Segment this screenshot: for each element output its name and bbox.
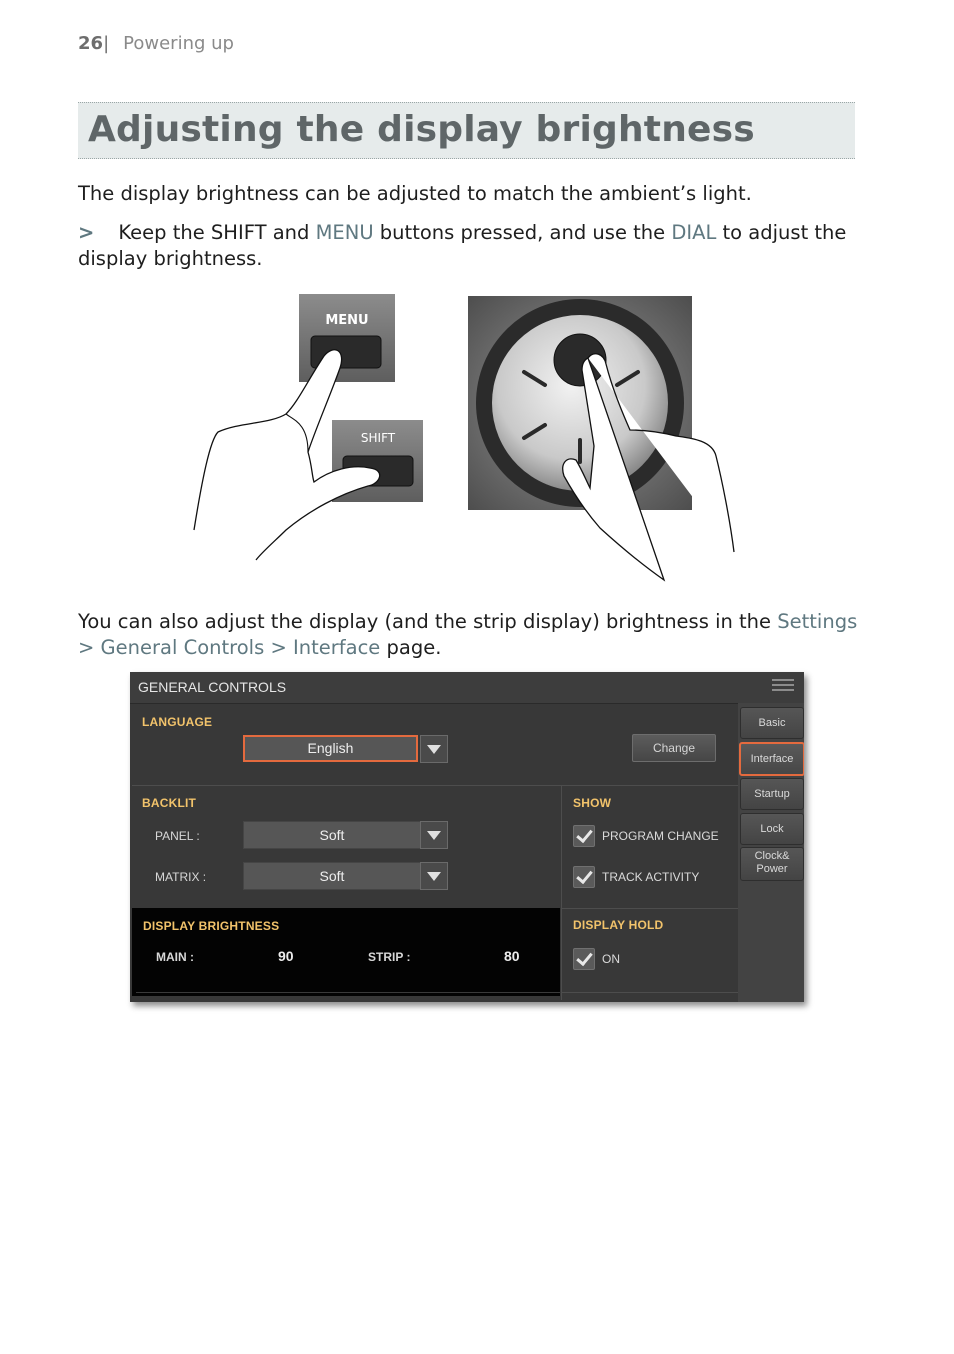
display-hold-checkbox[interactable] xyxy=(573,948,595,970)
divider xyxy=(132,785,738,786)
panel-backlit-label: PANEL : xyxy=(155,829,200,843)
also-text: page. xyxy=(380,636,442,659)
program-change-label: PROGRAM CHANGE xyxy=(602,829,719,843)
divider xyxy=(562,908,738,909)
vertical-divider xyxy=(561,786,562,1000)
tab-interface[interactable]: Interface xyxy=(739,742,804,776)
panel-menu-icon[interactable] xyxy=(772,679,794,695)
track-activity-checkbox[interactable] xyxy=(573,866,595,888)
language-dropdown-arrow-icon[interactable] xyxy=(420,735,448,763)
tab-clock-power[interactable] xyxy=(740,847,804,881)
panel-backlit-dropdown[interactable]: Soft xyxy=(243,821,421,849)
page-title: Adjusting the display brightness xyxy=(88,109,755,150)
matrix-backlit-label: MATRIX : xyxy=(155,870,207,884)
instruction-step xyxy=(78,220,868,272)
tab-startup[interactable]: Startup xyxy=(740,778,804,810)
title-box xyxy=(78,102,855,159)
main-brightness-value[interactable]: 90 xyxy=(278,948,294,964)
display-brightness-box xyxy=(132,908,560,996)
shift-button-label: SHIFT xyxy=(360,431,396,445)
step-text: to adjust the display brightness. xyxy=(78,221,847,270)
show-label: SHOW xyxy=(573,796,612,810)
tab-basic[interactable]: Basic xyxy=(740,707,804,739)
also-paragraph xyxy=(78,609,868,661)
dial-term: DIAL xyxy=(671,221,717,244)
strip-brightness-value[interactable]: 80 xyxy=(504,948,520,964)
tab-power-label: Power xyxy=(756,863,788,875)
page-header xyxy=(78,33,234,54)
panel-titlebar xyxy=(130,672,804,704)
main-brightness-label: MAIN : xyxy=(156,950,194,964)
language-dropdown[interactable]: English xyxy=(243,735,418,762)
intro-paragraph: The display brightness can be adjusted to match the ambient’s light. xyxy=(78,182,752,205)
panel-title: GENERAL CONTROLS xyxy=(138,679,287,695)
matrix-backlit-arrow-icon[interactable] xyxy=(420,862,448,890)
step-text: Keep the SHIFT and xyxy=(118,221,316,244)
tab-lock[interactable]: Lock xyxy=(740,813,804,845)
breadcrumb-sep: > xyxy=(264,636,293,659)
change-button[interactable]: Change xyxy=(632,734,716,762)
menu-button-label: MENU xyxy=(325,313,369,328)
page-number: 26 xyxy=(78,33,104,54)
step-text: buttons pressed, and use the xyxy=(373,221,672,244)
display-hold-on-label: ON xyxy=(602,952,620,966)
display-brightness-label: DISPLAY BRIGHTNESS xyxy=(143,919,280,933)
header-separator: | xyxy=(103,33,110,54)
menu-term: MENU xyxy=(315,221,374,244)
interface-link: Interface xyxy=(293,636,381,659)
breadcrumb-sep: > xyxy=(78,636,101,659)
backlit-label: BACKLIT xyxy=(142,796,197,810)
panel-backlit-arrow-icon[interactable] xyxy=(420,821,448,849)
tab-clock-label: Clock& xyxy=(754,850,790,862)
button-illustration xyxy=(190,290,750,590)
program-change-checkbox[interactable] xyxy=(573,825,595,847)
general-controls-panel xyxy=(130,672,804,1002)
settings-link: Settings xyxy=(777,610,858,633)
also-text: You can also adjust the display (and the strip display) brightness in the xyxy=(78,610,778,633)
strip-brightness-label: STRIP : xyxy=(368,950,411,964)
track-activity-label: TRACK ACTIVITY xyxy=(602,870,700,884)
language-label: LANGUAGE xyxy=(142,715,213,729)
divider xyxy=(136,992,560,993)
display-hold-label: DISPLAY HOLD xyxy=(573,918,664,932)
section-name: Powering up xyxy=(123,33,234,54)
matrix-backlit-dropdown[interactable]: Soft xyxy=(243,862,421,890)
divider xyxy=(562,992,738,993)
general-controls-link: General Controls xyxy=(100,636,265,659)
step-arrow: > xyxy=(78,221,95,244)
